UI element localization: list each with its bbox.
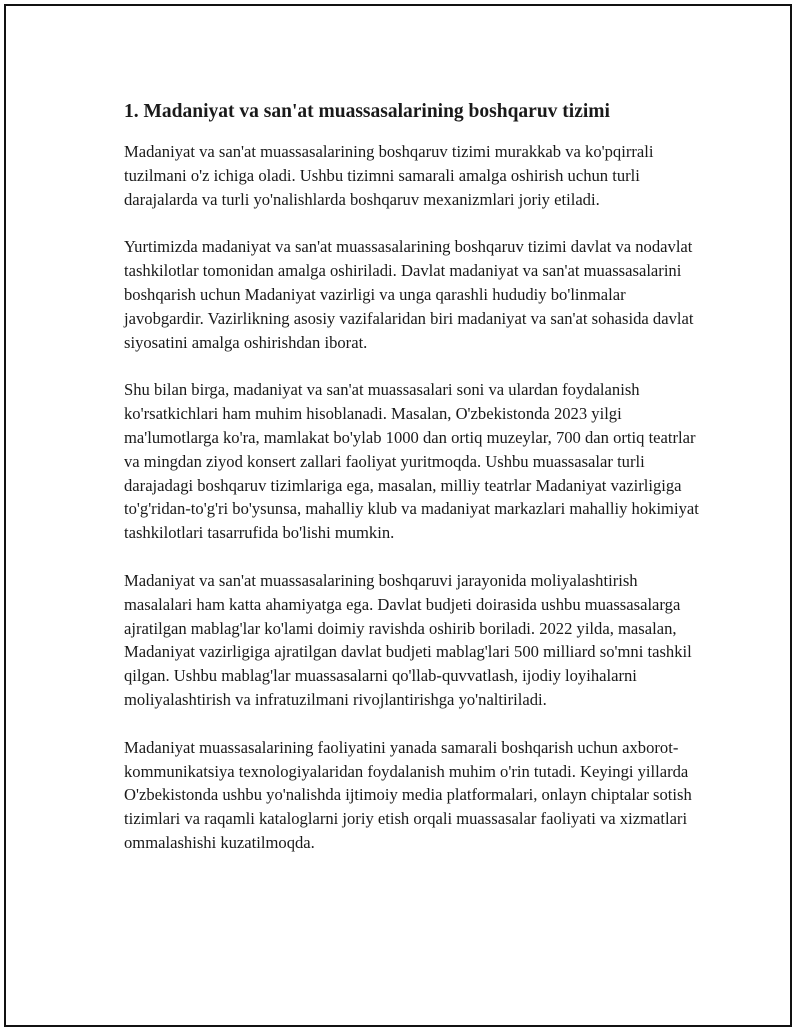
- document-body: [124, 98, 704, 855]
- page-frame: [4, 4, 792, 1027]
- paragraph: Madaniyat va san'at muassasalarining boshqaruvi jarayonida moliyalashtirish masalalari ham katta ahamiyatga ega. Davlat budjeti doirasida ushbu muassasalarga ajratilgan mablag'lar ko'lami doimiy ravishda oshirib boriladi. 2022 yilda, masalan, Madaniyat vazirligiga ajratilgan davlat budjeti mablag'lari 500 milliard so'mni tashkil qilgan. Ushbu mablag'lar muassasalarni qo'llab-quvvatlash, ijodiy loyihalarni moliyalashtirish va infratuzilmani rivojlantirishga yo'naltiriladi.: [124, 570, 692, 709]
- paragraph: Yurtimizda madaniyat va san'at muassasalarining boshqaruv tizimi davlat va nodavlat tashkilotlar tomonidan amalga oshiriladi. Davlat madaniyat va san'at muassasalarini boshqarish uchun Madaniyat vazirligi va unga qarashli hududiy bo'linmalar javobgardir. Vazirlikning asosiy vazifalaridan biri madaniyat va san'at sohasida davlat siyosatini amalga oshirishdan iborat.: [124, 237, 694, 352]
- paragraph: Madaniyat va san'at muassasalarining boshqaruv tizimi murakkab va ko'pqirrali tuzilmani o'z ichiga oladi. Ushbu tizimni samarali amalga oshirish uchun turli darajalarda va turli yo'nalishlarda boshqaruv mexanizmlari joriy etiladi.: [124, 142, 654, 209]
- paragraph: Madaniyat muassasalarining faoliyatini yanada samarali boshqarish uchun axborot-kommunikatsiya texnologiyalaridan foydalanish muhim o'rin tutadi. Keyingi yillarda O'zbekistonda ushbu yo'nalishda ijtimoiy media platformalari, onlayn chiptalar sotish tizimlari va raqamli kataloglarni joriy etish orqali muassasalar faoliyati va xizmatlari ommalashishi kuzatilmoqda.: [124, 737, 692, 852]
- paragraph: Shu bilan birga, madaniyat va san'at muassasalari soni va ulardan foydalanish ko'rsatkichlari ham muhim hisoblanadi. Masalan, O'zbekistonda 2023 yilgi ma'lumotlarga ko'ra, mamlakat bo'ylab 1000 dan ortiq muzeylar, 700 dan ortiq teatrlar va mingdan ziyod konsert zallari faoliyat yuritmoqda. Ushbu muassasalar turli darajadagi boshqaruv tizimlariga ega, masalan, milliy teatrlar Madaniyat vazirligiga to'g'ridan-to'g'ri bo'ysunsa, mahalliy klub va madaniyat markazlari mahalliy hokimiyat tashkilotlari tasarrufida bo'lishi mumkin.: [124, 380, 699, 543]
- document-title: 1. Madaniyat va san'at muassasalarining boshqaruv tizimi: [124, 101, 610, 122]
